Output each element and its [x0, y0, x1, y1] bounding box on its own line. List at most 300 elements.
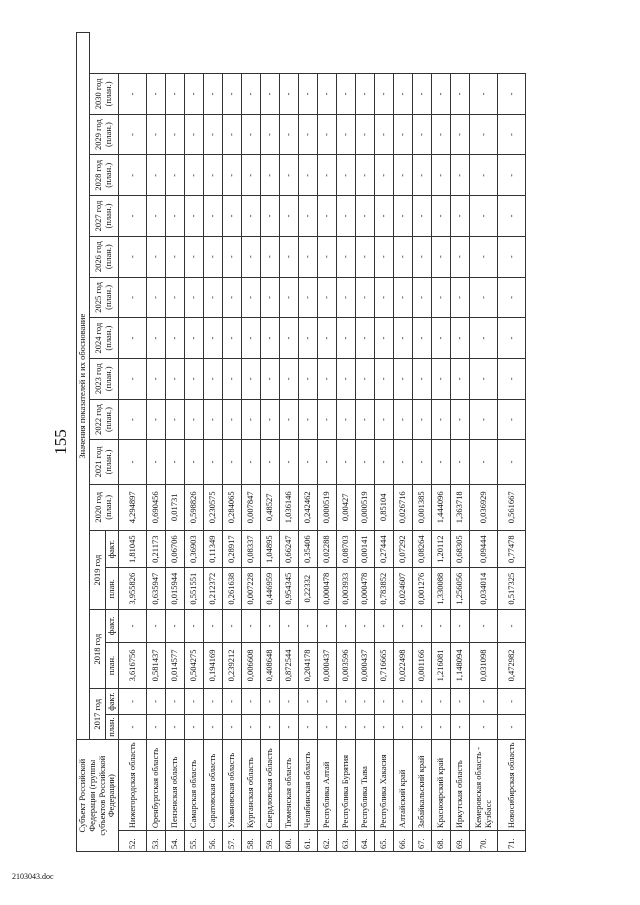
- value-cell: 0,08703: [337, 531, 356, 568]
- value-cell: -: [394, 196, 413, 237]
- value-cell: -: [223, 114, 242, 155]
- value-cell: 1,04895: [261, 531, 280, 568]
- region-name: Забайкальский край: [413, 740, 432, 831]
- value-cell: 0,000519: [356, 484, 375, 531]
- value-cell: -: [242, 714, 261, 740]
- table-row: [318, 33, 337, 852]
- value-cell: -: [413, 236, 432, 277]
- value-cell: -: [470, 689, 498, 715]
- value-cell: 0,003596: [337, 642, 356, 689]
- row-number: 62.: [318, 831, 337, 852]
- region-name: Кемеровская область - Кузбасс: [470, 740, 498, 831]
- value-cell: 0,230575: [204, 484, 223, 531]
- table-row: [432, 33, 451, 852]
- value-cell: -: [394, 714, 413, 740]
- value-cell: -: [337, 196, 356, 237]
- value-cell: -: [242, 74, 261, 115]
- value-cell: 0,07292: [394, 531, 413, 568]
- value-cell: -: [432, 440, 451, 484]
- value-cell: -: [498, 277, 526, 318]
- value-cell: -: [337, 689, 356, 715]
- value-cell: -: [299, 318, 318, 359]
- document-id: 2103043.doc: [12, 872, 54, 881]
- sub-header: факт.: [106, 689, 119, 715]
- value-cell: -: [280, 318, 299, 359]
- value-cell: -: [394, 318, 413, 359]
- value-cell: -: [375, 277, 394, 318]
- region-name: Иркутская область: [451, 740, 470, 831]
- table-row: [470, 33, 498, 852]
- value-cell: -: [119, 155, 147, 196]
- value-cell: 0,003933: [337, 568, 356, 610]
- plan-year-header: 2027 год (план.): [89, 196, 118, 237]
- value-cell: -: [432, 74, 451, 115]
- value-cell: -: [432, 610, 451, 643]
- value-cell: -: [242, 236, 261, 277]
- value-cell: 0,007228: [242, 568, 261, 610]
- value-cell: 0,11349: [204, 531, 223, 568]
- value-cell: -: [166, 236, 185, 277]
- value-cell: -: [318, 318, 337, 359]
- table-header: [77, 33, 119, 852]
- value-cell: -: [185, 318, 204, 359]
- table-row: [280, 33, 299, 852]
- value-cell: -: [451, 440, 470, 484]
- value-cell: -: [318, 689, 337, 715]
- value-cell: -: [337, 155, 356, 196]
- value-cell: -: [204, 196, 223, 237]
- value-cell: -: [119, 74, 147, 115]
- region-name: Нижегородская область: [119, 740, 147, 831]
- value-cell: -: [318, 399, 337, 440]
- value-cell: -: [280, 196, 299, 237]
- value-cell: 0,024607: [394, 568, 413, 610]
- value-cell: -: [261, 236, 280, 277]
- value-cell: 0,239212: [223, 642, 242, 689]
- value-cell: -: [299, 277, 318, 318]
- value-cell: -: [242, 114, 261, 155]
- value-cell: -: [470, 155, 498, 196]
- value-cell: -: [356, 689, 375, 715]
- value-cell: -: [299, 399, 318, 440]
- value-cell: 1,81045: [119, 531, 147, 568]
- region-name: Курганская область: [242, 740, 261, 831]
- value-cell: -: [261, 689, 280, 715]
- value-cell: -: [413, 610, 432, 643]
- value-cell: 0,001166: [413, 642, 432, 689]
- value-cell: -: [261, 440, 280, 484]
- table-row: [261, 33, 280, 852]
- plan-year-header: 2028 год (план.): [89, 155, 118, 196]
- plan-year-header: 2030 год (план.): [89, 74, 118, 115]
- value-cell: -: [432, 114, 451, 155]
- value-cell: -: [498, 399, 526, 440]
- value-cell: -: [147, 114, 166, 155]
- value-cell: 0,000437: [356, 642, 375, 689]
- value-cell: -: [166, 277, 185, 318]
- value-cell: -: [280, 236, 299, 277]
- value-cell: -: [204, 689, 223, 715]
- plan-year-header: 2023 год (план.): [89, 358, 118, 399]
- value-cell: -: [185, 236, 204, 277]
- value-cell: -: [498, 689, 526, 715]
- value-cell: -: [432, 318, 451, 359]
- value-cell: 0,472982: [498, 642, 526, 689]
- value-cell: -: [147, 74, 166, 115]
- row-number: 64.: [356, 831, 375, 852]
- values-group-header: Значения показателей и их обоснование: [77, 33, 90, 740]
- row-number: 52.: [119, 831, 147, 852]
- value-cell: -: [451, 155, 470, 196]
- row-number: 57.: [223, 831, 242, 852]
- value-cell: -: [185, 196, 204, 237]
- value-cell: -: [261, 114, 280, 155]
- value-cell: -: [375, 689, 394, 715]
- value-cell: -: [204, 74, 223, 115]
- value-cell: -: [413, 318, 432, 359]
- table-row: [498, 33, 526, 852]
- value-cell: -: [185, 358, 204, 399]
- value-cell: -: [375, 196, 394, 237]
- value-cell: -: [356, 236, 375, 277]
- value-cell: -: [223, 236, 242, 277]
- value-cell: -: [394, 74, 413, 115]
- value-cell: 0,01731: [166, 484, 185, 531]
- value-cell: -: [337, 714, 356, 740]
- value-cell: -: [223, 277, 242, 318]
- table-row: [185, 33, 204, 852]
- value-cell: 4,294897: [119, 484, 147, 531]
- value-cell: -: [394, 114, 413, 155]
- plan-year-header: 2020 год (план.): [89, 484, 118, 531]
- value-cell: -: [498, 74, 526, 115]
- value-cell: 0,261638: [223, 568, 242, 610]
- value-cell: -: [119, 714, 147, 740]
- value-cell: 0,026716: [394, 484, 413, 531]
- value-cell: -: [432, 236, 451, 277]
- row-number: 63.: [337, 831, 356, 852]
- value-cell: 0,000437: [318, 642, 337, 689]
- value-cell: -: [375, 236, 394, 277]
- value-cell: -: [432, 155, 451, 196]
- value-cell: -: [356, 440, 375, 484]
- value-cell: -: [261, 610, 280, 643]
- value-cell: -: [166, 689, 185, 715]
- value-cell: -: [498, 155, 526, 196]
- value-cell: 0,036929: [470, 484, 498, 531]
- value-cell: -: [119, 318, 147, 359]
- value-cell: -: [204, 440, 223, 484]
- value-cell: -: [451, 236, 470, 277]
- row-number: 54.: [166, 831, 185, 852]
- value-cell: -: [185, 114, 204, 155]
- value-cell: 0,00141: [356, 531, 375, 568]
- value-cell: -: [470, 440, 498, 484]
- value-cell: -: [147, 440, 166, 484]
- value-cell: 1,20112: [432, 531, 451, 568]
- region-name: Ульяновская область: [223, 740, 242, 831]
- value-cell: -: [223, 399, 242, 440]
- value-cell: 0,034014: [470, 568, 498, 610]
- value-cell: -: [413, 714, 432, 740]
- value-cell: 0,954345: [280, 568, 299, 610]
- value-cell: -: [166, 399, 185, 440]
- value-cell: -: [242, 689, 261, 715]
- value-cell: -: [470, 714, 498, 740]
- row-number: 69.: [451, 831, 470, 852]
- value-cell: -: [119, 196, 147, 237]
- sub-header: план.: [106, 568, 119, 610]
- row-number: 53.: [147, 831, 166, 852]
- value-cell: -: [204, 714, 223, 740]
- value-cell: 0,000478: [318, 568, 337, 610]
- value-cell: -: [299, 440, 318, 484]
- value-cell: -: [261, 277, 280, 318]
- value-cell: -: [413, 399, 432, 440]
- value-cell: 0,35406: [299, 531, 318, 568]
- value-cell: 0,007847: [242, 484, 261, 531]
- table-row: [394, 33, 413, 852]
- value-cell: -: [498, 236, 526, 277]
- value-cell: -: [261, 318, 280, 359]
- region-name: Тюменская область: [280, 740, 299, 831]
- value-cell: -: [356, 277, 375, 318]
- value-cell: -: [375, 358, 394, 399]
- table-row: [337, 33, 356, 852]
- value-cell: -: [498, 196, 526, 237]
- value-cell: -: [318, 440, 337, 484]
- value-cell: 0,08264: [413, 531, 432, 568]
- value-cell: -: [470, 318, 498, 359]
- value-cell: -: [337, 236, 356, 277]
- value-cell: -: [375, 114, 394, 155]
- value-cell: 1,256056: [451, 568, 470, 610]
- value-cell: -: [119, 689, 147, 715]
- value-cell: -: [318, 74, 337, 115]
- value-cell: 1,216081: [432, 642, 451, 689]
- value-cell: -: [280, 114, 299, 155]
- value-cell: -: [337, 399, 356, 440]
- value-cell: -: [451, 610, 470, 643]
- value-cell: 0,77478: [498, 531, 526, 568]
- table-body: [119, 33, 526, 852]
- value-cell: -: [337, 277, 356, 318]
- value-cell: -: [498, 714, 526, 740]
- plan-year-header: 2029 год (план.): [89, 114, 118, 155]
- value-cell: 0,001385: [413, 484, 432, 531]
- value-cell: -: [498, 318, 526, 359]
- value-cell: 0,598826: [185, 484, 204, 531]
- value-cell: 0,22332: [299, 568, 318, 610]
- value-cell: 0,635947: [147, 568, 166, 610]
- region-name: Новосибирская область: [498, 740, 526, 831]
- value-cell: -: [299, 714, 318, 740]
- value-cell: -: [280, 155, 299, 196]
- table-row: [204, 33, 223, 852]
- value-cell: -: [147, 689, 166, 715]
- value-cell: -: [166, 358, 185, 399]
- value-cell: -: [413, 440, 432, 484]
- value-cell: 0,66247: [280, 531, 299, 568]
- year-header: 2018 год: [89, 610, 106, 689]
- value-cell: -: [413, 155, 432, 196]
- value-cell: -: [432, 689, 451, 715]
- value-cell: -: [375, 74, 394, 115]
- value-cell: -: [356, 318, 375, 359]
- plan-year-header: 2024 год (план.): [89, 318, 118, 359]
- row-number: 65.: [375, 831, 394, 852]
- value-cell: -: [261, 358, 280, 399]
- value-cell: 0,581437: [147, 642, 166, 689]
- value-cell: -: [242, 196, 261, 237]
- sub-header: план.: [106, 642, 119, 689]
- value-cell: -: [470, 399, 498, 440]
- value-cell: -: [223, 714, 242, 740]
- value-cell: -: [166, 440, 185, 484]
- value-cell: 0,517325: [498, 568, 526, 610]
- value-cell: 0,242462: [299, 484, 318, 531]
- plan-year-header: 2022 год (план.): [89, 399, 118, 440]
- value-cell: -: [185, 74, 204, 115]
- value-cell: -: [394, 610, 413, 643]
- value-cell: -: [147, 196, 166, 237]
- row-number: 67.: [413, 831, 432, 852]
- value-cell: 0,872544: [280, 642, 299, 689]
- value-cell: -: [204, 399, 223, 440]
- region-name: Оренбургская область: [147, 740, 166, 831]
- value-cell: -: [451, 114, 470, 155]
- value-cell: 1,330088: [432, 568, 451, 610]
- table-row: [223, 33, 242, 852]
- value-cell: -: [185, 399, 204, 440]
- value-cell: -: [337, 114, 356, 155]
- value-cell: -: [280, 277, 299, 318]
- value-cell: -: [166, 74, 185, 115]
- region-name: Пензенская область: [166, 740, 185, 831]
- value-cell: -: [498, 114, 526, 155]
- region-name: Республика Бурятия: [337, 740, 356, 831]
- value-cell: -: [318, 196, 337, 237]
- sub-header: план.: [106, 714, 119, 740]
- value-cell: -: [375, 155, 394, 196]
- value-cell: 0,690456: [147, 484, 166, 531]
- value-cell: -: [223, 358, 242, 399]
- value-cell: 0,27444: [375, 531, 394, 568]
- value-cell: 0,014577: [166, 642, 185, 689]
- region-name: Красноярский край: [432, 740, 451, 831]
- value-cell: -: [432, 196, 451, 237]
- value-cell: -: [451, 399, 470, 440]
- value-cell: -: [451, 358, 470, 399]
- value-cell: -: [185, 689, 204, 715]
- value-cell: -: [413, 277, 432, 318]
- value-cell: -: [242, 358, 261, 399]
- plan-year-header: 2025 год (план.): [89, 277, 118, 318]
- indicators-table: [76, 32, 526, 852]
- value-cell: -: [413, 358, 432, 399]
- value-cell: -: [432, 358, 451, 399]
- value-cell: 0,36903: [185, 531, 204, 568]
- value-cell: -: [318, 714, 337, 740]
- value-cell: 0,284065: [223, 484, 242, 531]
- value-cell: -: [261, 196, 280, 237]
- table-row: [119, 33, 147, 852]
- value-cell: -: [318, 155, 337, 196]
- value-cell: -: [413, 74, 432, 115]
- value-cell: -: [242, 440, 261, 484]
- value-cell: -: [356, 610, 375, 643]
- value-cell: -: [147, 358, 166, 399]
- value-cell: 0,551551: [185, 568, 204, 610]
- value-cell: -: [204, 318, 223, 359]
- rotated-content: [50, 32, 620, 852]
- value-cell: 0,001276: [413, 568, 432, 610]
- value-cell: -: [432, 277, 451, 318]
- value-cell: 0,783852: [375, 568, 394, 610]
- value-cell: -: [185, 277, 204, 318]
- row-number: 58.: [242, 831, 261, 852]
- plan-year-header: 2021 год (план.): [89, 440, 118, 484]
- table-row: [299, 33, 318, 852]
- value-cell: -: [299, 196, 318, 237]
- value-cell: -: [204, 277, 223, 318]
- value-cell: -: [204, 610, 223, 643]
- value-cell: 0,022498: [394, 642, 413, 689]
- value-cell: -: [147, 610, 166, 643]
- value-cell: -: [280, 74, 299, 115]
- value-cell: -: [242, 399, 261, 440]
- region-name: Свердловская область: [261, 740, 280, 831]
- value-cell: 0,09444: [470, 531, 498, 568]
- value-cell: -: [498, 440, 526, 484]
- value-cell: -: [166, 714, 185, 740]
- value-cell: -: [261, 74, 280, 115]
- row-number: 71.: [498, 831, 526, 852]
- value-cell: -: [299, 236, 318, 277]
- region-name: Саратовская область: [204, 740, 223, 831]
- value-cell: 3,955826: [119, 568, 147, 610]
- value-cell: -: [451, 318, 470, 359]
- value-cell: -: [166, 114, 185, 155]
- value-cell: -: [166, 610, 185, 643]
- table-row: [413, 33, 432, 852]
- row-number: 70.: [470, 831, 498, 852]
- value-cell: -: [119, 610, 147, 643]
- value-cell: -: [375, 318, 394, 359]
- value-cell: -: [451, 74, 470, 115]
- value-cell: -: [299, 358, 318, 399]
- value-cell: -: [318, 610, 337, 643]
- value-cell: -: [394, 440, 413, 484]
- page-number: 155: [51, 429, 70, 455]
- value-cell: -: [375, 399, 394, 440]
- value-cell: 0,06706: [166, 531, 185, 568]
- value-cell: -: [147, 236, 166, 277]
- row-number: 56.: [204, 831, 223, 852]
- value-cell: 0,28917: [223, 531, 242, 568]
- value-cell: 0,446959: [261, 568, 280, 610]
- value-cell: -: [451, 196, 470, 237]
- year-header: 2017 год: [89, 689, 106, 740]
- value-cell: -: [280, 610, 299, 643]
- value-cell: -: [337, 358, 356, 399]
- value-cell: -: [318, 358, 337, 399]
- value-cell: -: [356, 714, 375, 740]
- table-row: [375, 33, 394, 852]
- value-cell: -: [337, 74, 356, 115]
- value-cell: -: [318, 277, 337, 318]
- value-cell: -: [451, 277, 470, 318]
